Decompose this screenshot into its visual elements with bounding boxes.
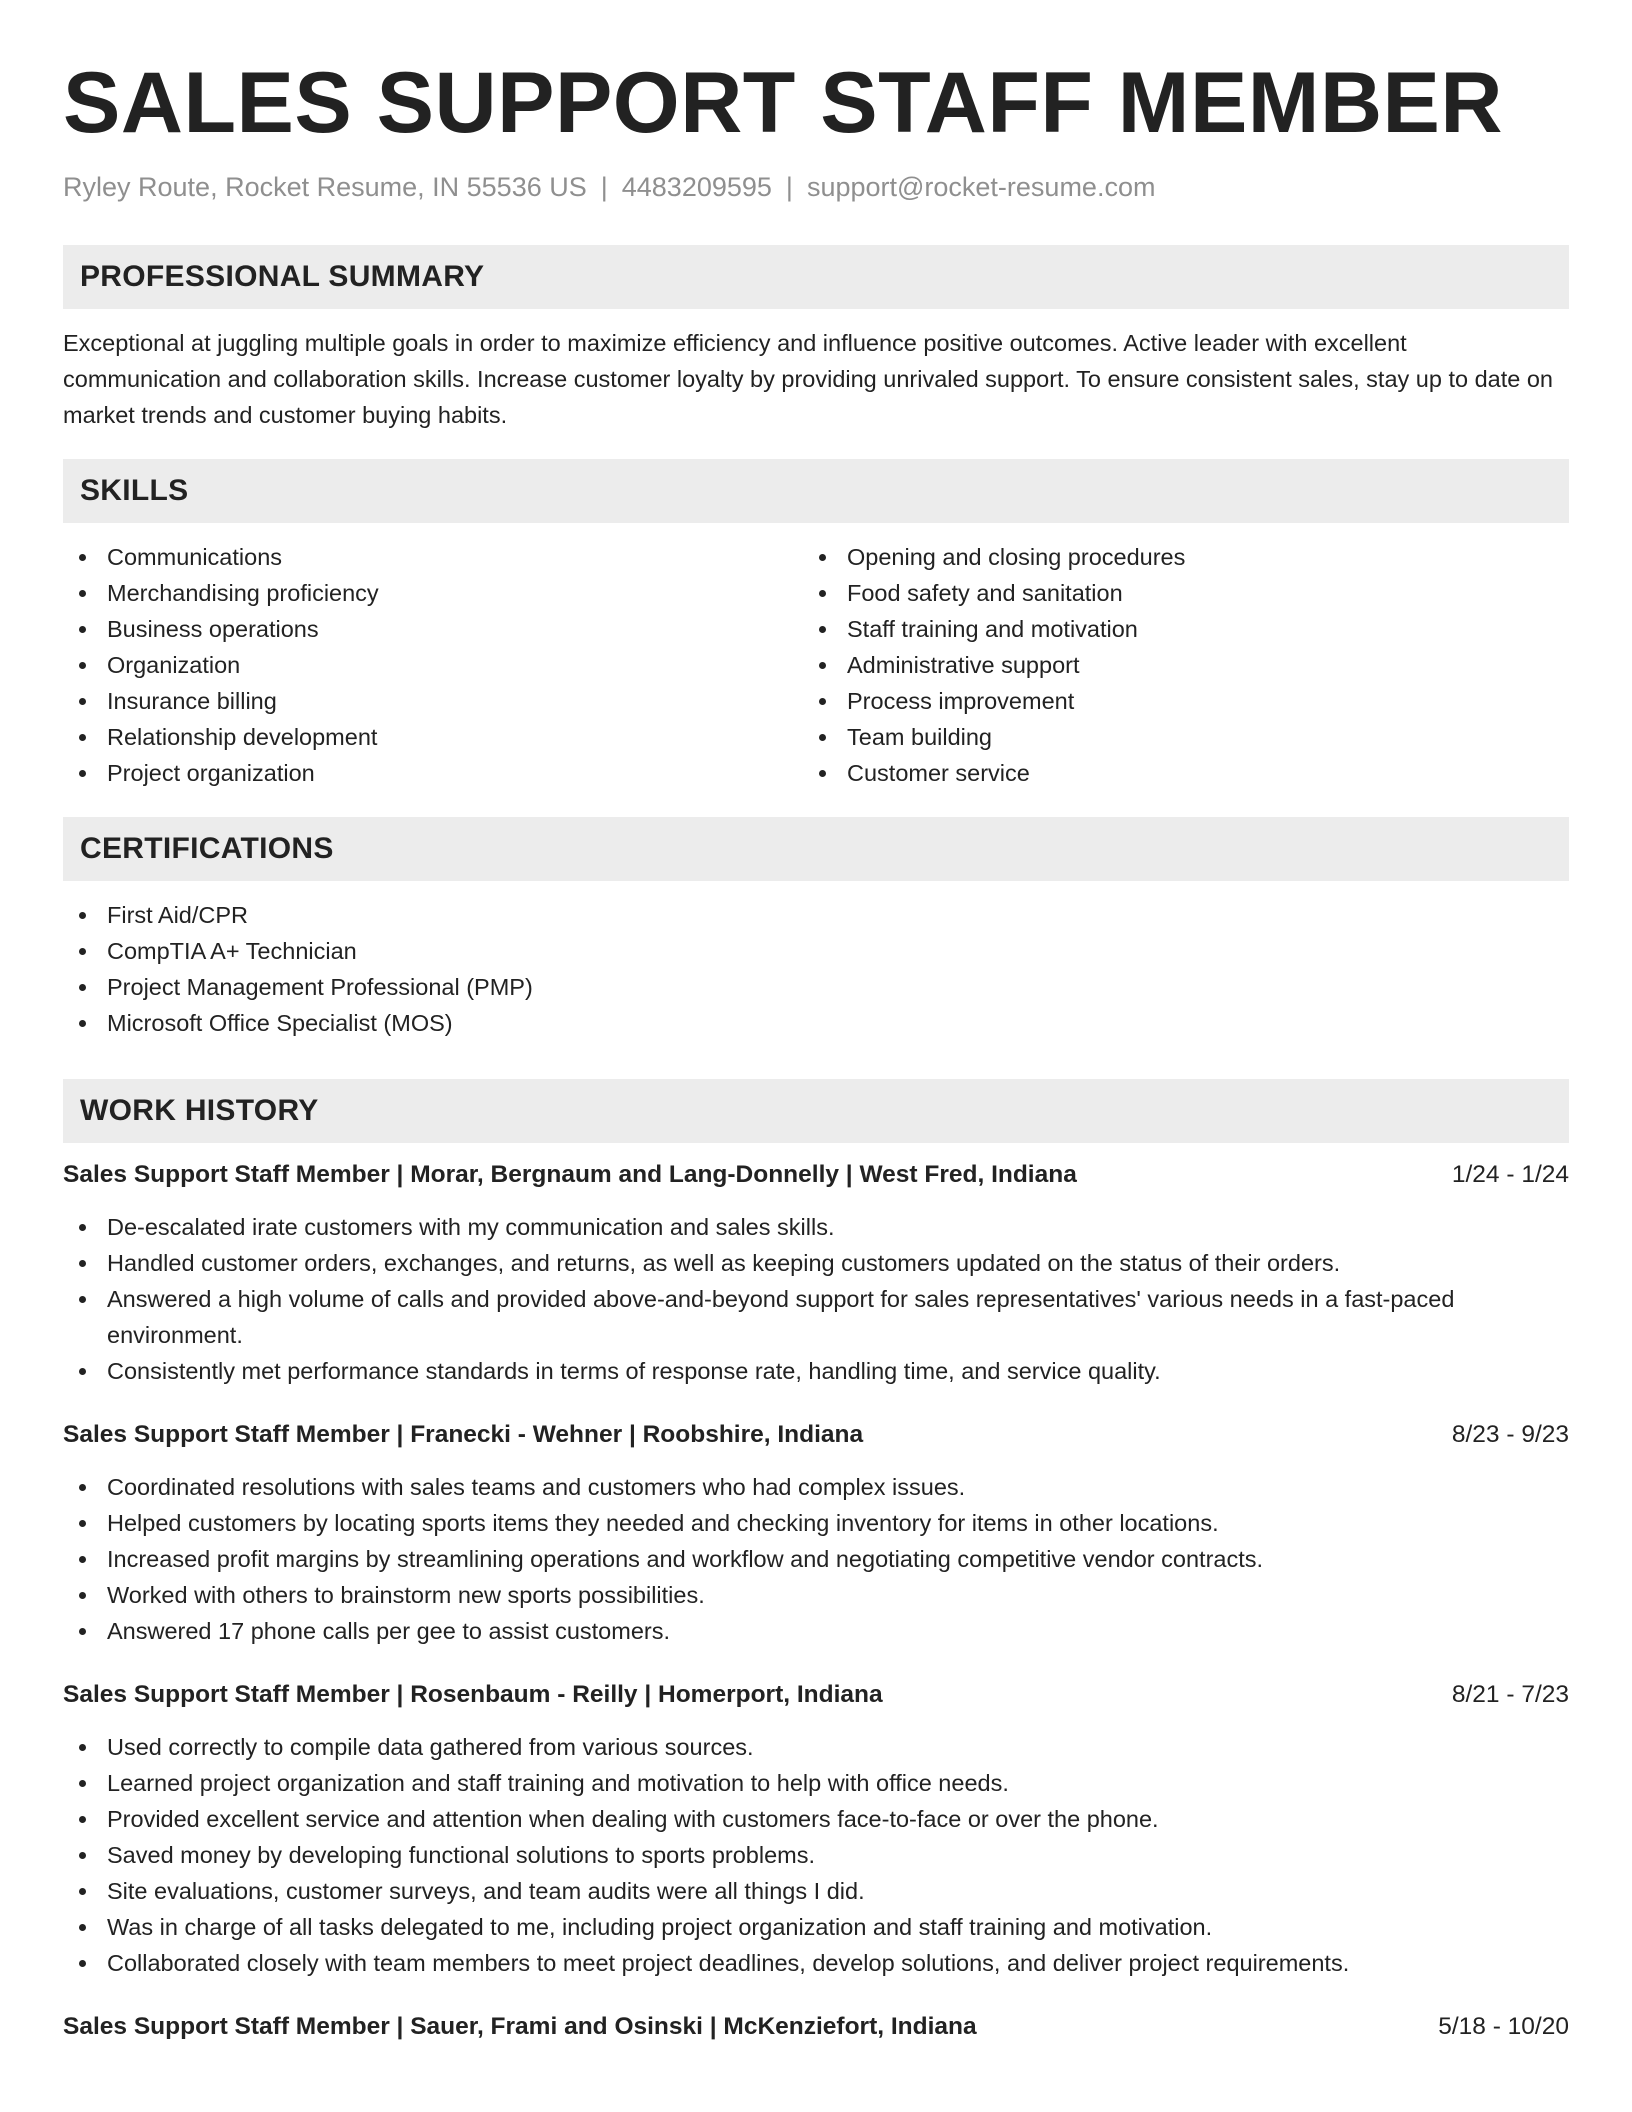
contact-separator: | — [785, 172, 793, 202]
job-bullet: De-escalated irate customers with my communication and sales skills. — [63, 1209, 1569, 1245]
skill-item: Merchandising proficiency — [63, 575, 803, 611]
job-bullet: Answered 17 phone calls per gee to assist customers. — [63, 1613, 1569, 1649]
job-bullet: Worked with others to brainstorm new sports possibilities. — [63, 1577, 1569, 1613]
job-header — [63, 2009, 1569, 2045]
certification-item: CompTIA A+ Technician — [63, 933, 1569, 969]
skill-item: Insurance billing — [63, 683, 803, 719]
job-entry — [63, 1417, 1569, 1649]
skill-item: Organization — [63, 647, 803, 683]
skill-item: Staff training and motivation — [803, 611, 1543, 647]
job-title: Sales Support Staff Member | Sauer, Frami and Osinski | McKenziefort, Indiana — [63, 2013, 977, 2040]
job-bullet: Was in charge of all tasks delegated to me, including project organization and staff training and motivation. — [63, 1909, 1569, 1945]
skill-item: Administrative support — [803, 647, 1543, 683]
job-bullets — [63, 1729, 1569, 1981]
job-entry — [63, 1677, 1569, 1981]
skills-heading: SKILLS — [63, 459, 1569, 523]
job-bullet: Collaborated closely with team members to meet project deadlines, develop solutions, and deliver project requirements. — [63, 1945, 1569, 1981]
job-title: Sales Support Staff Member | Rosenbaum - Reilly | Homerport, Indiana — [63, 1681, 883, 1708]
skills-columns — [63, 539, 1569, 791]
job-entry — [63, 2009, 1569, 2045]
certification-item: Project Management Professional (PMP) — [63, 969, 1569, 1005]
skill-item: Team building — [803, 719, 1543, 755]
certification-item: Microsoft Office Specialist (MOS) — [63, 1005, 1569, 1041]
job-bullet: Coordinated resolutions with sales teams and customers who had complex issues. — [63, 1469, 1569, 1505]
job-dates: 8/21 - 7/23 — [1451, 1681, 1569, 1708]
skill-item: Opening and closing procedures — [803, 539, 1543, 575]
job-bullet: Answered a high volume of calls and provided above-and-beyond support for sales representatives' various needs in a fast-paced environment. — [63, 1281, 1569, 1353]
job-dates: 1/24 - 1/24 — [1451, 1161, 1569, 1188]
job-bullets — [63, 1209, 1569, 1389]
job-title: Sales Support Staff Member | Morar, Bergnaum and Lang-Donnelly | West Fred, Indiana — [63, 1161, 1077, 1188]
job-header — [63, 1157, 1569, 1193]
job-bullet: Used correctly to compile data gathered from various sources. — [63, 1729, 1569, 1765]
job-bullet: Saved money by developing functional solutions to sports problems. — [63, 1837, 1569, 1873]
job-bullet: Handled customer orders, exchanges, and returns, as well as keeping customers updated on the status of their orders. — [63, 1245, 1569, 1281]
skill-item: Relationship development — [63, 719, 803, 755]
candidate-name: SALES SUPPORT STAFF MEMBER — [63, 55, 1504, 151]
job-bullet: Learned project organization and staff training and motivation to help with office needs. — [63, 1765, 1569, 1801]
job-entry — [63, 1157, 1569, 1389]
job-bullet: Consistently met performance standards in terms of response rate, handling time, and service quality. — [63, 1353, 1569, 1389]
certification-item: First Aid/CPR — [63, 897, 1569, 933]
work-history-heading: WORK HISTORY — [63, 1079, 1569, 1143]
job-header — [63, 1677, 1569, 1713]
job-bullet: Site evaluations, customer surveys, and team audits were all things I did. — [63, 1873, 1569, 1909]
contact-address: Ryley Route, Rocket Resume, IN 55536 US — [63, 172, 587, 202]
summary-heading: PROFESSIONAL SUMMARY — [63, 245, 1569, 309]
skills-right-list — [803, 539, 1543, 791]
skills-left-list — [63, 539, 803, 791]
skill-item: Communications — [63, 539, 803, 575]
job-title: Sales Support Staff Member | Franecki - Wehner | Roobshire, Indiana — [63, 1421, 864, 1448]
skill-item: Food safety and sanitation — [803, 575, 1543, 611]
skill-item: Process improvement — [803, 683, 1543, 719]
skill-item: Business operations — [63, 611, 803, 647]
job-dates: 5/18 - 10/20 — [1438, 2013, 1569, 2040]
skill-item: Customer service — [803, 755, 1543, 791]
job-bullet: Provided excellent service and attention when dealing with customers face-to-face or over the phone. — [63, 1801, 1569, 1837]
contact-phone: 4483209595 — [621, 172, 772, 202]
summary-text: Exceptional at juggling multiple goals in order to maximize efficiency and influence positive outcomes. Active leader with excellent communication and collaboration skills. Increase customer loyalty by providing unrivaled support. To ensure consistent sales, stay up to date on market trends and customer buying habits. — [63, 330, 1554, 428]
skill-item: Project organization — [63, 755, 803, 791]
job-header — [63, 1417, 1569, 1453]
job-bullet: Helped customers by locating sports items they needed and checking inventory for items in other locations. — [63, 1505, 1569, 1541]
contact-email: support@rocket-resume.com — [806, 172, 1156, 202]
job-dates: 8/23 - 9/23 — [1451, 1421, 1569, 1448]
contact-line — [63, 169, 1569, 205]
job-bullets — [63, 1469, 1569, 1649]
contact-separator: | — [600, 172, 608, 202]
certifications-list — [63, 897, 1569, 1041]
job-bullet: Increased profit margins by streamlining operations and workflow and negotiating competitive vendor contracts. — [63, 1541, 1569, 1577]
certifications-heading: CERTIFICATIONS — [63, 817, 1569, 881]
